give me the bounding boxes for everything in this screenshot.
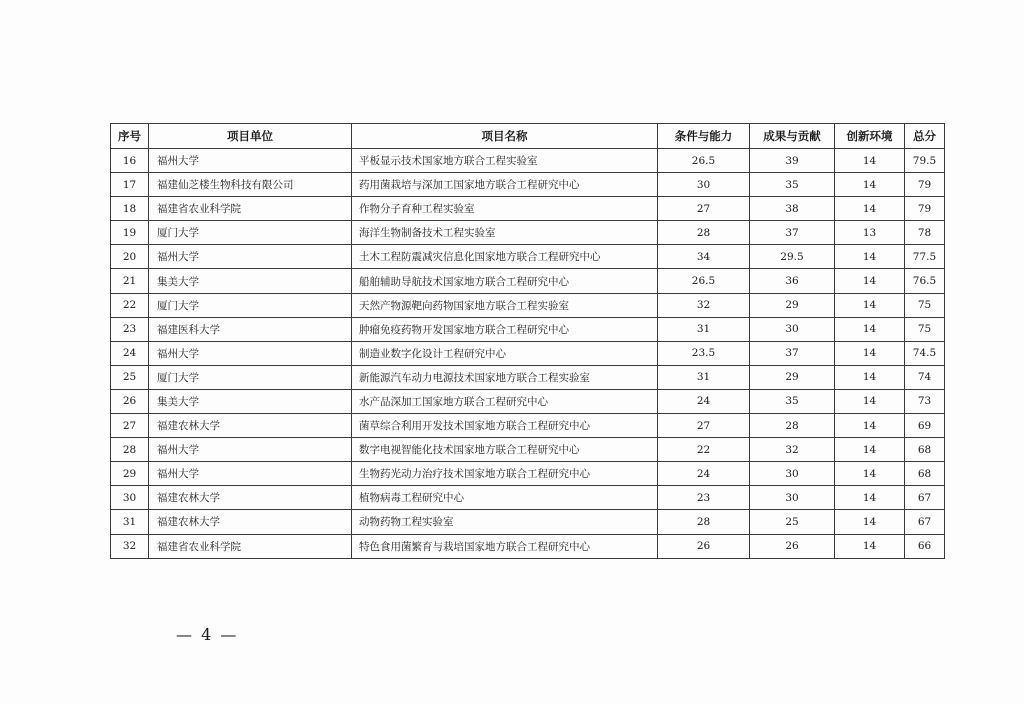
- header-project-name: 项目名称: [352, 124, 658, 149]
- cell-conditions: 24: [658, 462, 750, 486]
- cell-achievements: 29: [750, 365, 835, 389]
- cell-project-name: 数字电视智能化技术国家地方联合工程研究中心: [352, 438, 658, 462]
- table-body: [111, 149, 945, 559]
- cell-environment: 14: [835, 510, 905, 534]
- table-row: [111, 438, 945, 462]
- cell-conditions: 26: [658, 534, 750, 558]
- cell-conditions: 26.5: [658, 269, 750, 293]
- header-environment: 创新环境: [835, 124, 905, 149]
- header-unit: 项目单位: [149, 124, 352, 149]
- cell-conditions: 27: [658, 414, 750, 438]
- cell-environment: 14: [835, 438, 905, 462]
- cell-environment: 14: [835, 245, 905, 269]
- cell-project-name: 药用菌栽培与深加工国家地方联合工程研究中心: [352, 173, 658, 197]
- cell-project-name: 动物药物工程实验室: [352, 510, 658, 534]
- cell-project-name: 植物病毒工程研究中心: [352, 486, 658, 510]
- cell-no: 30: [111, 486, 149, 510]
- cell-conditions: 24: [658, 389, 750, 413]
- cell-conditions: 28: [658, 221, 750, 245]
- cell-no: 32: [111, 534, 149, 558]
- cell-achievements: 30: [750, 462, 835, 486]
- table-row: [111, 197, 945, 221]
- cell-unit: 福建省农业科学院: [149, 534, 352, 558]
- cell-unit: 福州大学: [149, 462, 352, 486]
- cell-conditions: 23.5: [658, 341, 750, 365]
- cell-total: 69: [905, 414, 945, 438]
- cell-environment: 14: [835, 173, 905, 197]
- cell-environment: 14: [835, 197, 905, 221]
- cell-conditions: 31: [658, 317, 750, 341]
- cell-no: 21: [111, 269, 149, 293]
- cell-unit: 福建医科大学: [149, 317, 352, 341]
- cell-environment: 14: [835, 365, 905, 389]
- cell-total: 74: [905, 365, 945, 389]
- cell-environment: 14: [835, 149, 905, 173]
- header-conditions: 条件与能力: [658, 124, 750, 149]
- cell-achievements: 28: [750, 414, 835, 438]
- table-row: [111, 221, 945, 245]
- cell-achievements: 37: [750, 341, 835, 365]
- cell-unit: 集美大学: [149, 269, 352, 293]
- cell-unit: 福建农林大学: [149, 510, 352, 534]
- cell-unit: 厦门大学: [149, 221, 352, 245]
- cell-unit: 福州大学: [149, 438, 352, 462]
- cell-total: 68: [905, 438, 945, 462]
- cell-conditions: 28: [658, 510, 750, 534]
- cell-total: 74.5: [905, 341, 945, 365]
- cell-project-name: 土木工程防震减灾信息化国家地方联合工程研究中心: [352, 245, 658, 269]
- cell-achievements: 29: [750, 293, 835, 317]
- cell-unit: 福州大学: [149, 149, 352, 173]
- header-achievements: 成果与贡献: [750, 124, 835, 149]
- cell-project-name: 船舶辅助导航技术国家地方联合工程研究中心: [352, 269, 658, 293]
- cell-unit: 福建省农业科学院: [149, 197, 352, 221]
- cell-project-name: 水产品深加工国家地方联合工程研究中心: [352, 389, 658, 413]
- cell-project-name: 作物分子育种工程实验室: [352, 197, 658, 221]
- cell-achievements: 29.5: [750, 245, 835, 269]
- table-row: [111, 534, 945, 558]
- cell-total: 76.5: [905, 269, 945, 293]
- cell-no: 24: [111, 341, 149, 365]
- cell-no: 26: [111, 389, 149, 413]
- cell-environment: 14: [835, 486, 905, 510]
- cell-unit: 厦门大学: [149, 365, 352, 389]
- header-row: [111, 124, 945, 149]
- cell-no: 31: [111, 510, 149, 534]
- cell-achievements: 35: [750, 389, 835, 413]
- cell-total: 79: [905, 197, 945, 221]
- cell-total: 75: [905, 317, 945, 341]
- cell-environment: 14: [835, 389, 905, 413]
- cell-no: 16: [111, 149, 149, 173]
- cell-unit: 福建农林大学: [149, 414, 352, 438]
- cell-no: 29: [111, 462, 149, 486]
- cell-unit: 厦门大学: [149, 293, 352, 317]
- cell-conditions: 26.5: [658, 149, 750, 173]
- cell-conditions: 22: [658, 438, 750, 462]
- cell-total: 78: [905, 221, 945, 245]
- table-row: [111, 510, 945, 534]
- cell-no: 18: [111, 197, 149, 221]
- cell-project-name: 菌草综合利用开发技术国家地方联合工程研究中心: [352, 414, 658, 438]
- cell-conditions: 27: [658, 197, 750, 221]
- cell-total: 79: [905, 173, 945, 197]
- cell-conditions: 31: [658, 365, 750, 389]
- cell-total: 68: [905, 462, 945, 486]
- cell-project-name: 海洋生物制备技术工程实验室: [352, 221, 658, 245]
- cell-achievements: 36: [750, 269, 835, 293]
- table-row: [111, 414, 945, 438]
- table-row: [111, 173, 945, 197]
- cell-total: 79.5: [905, 149, 945, 173]
- header-total: 总分: [905, 124, 945, 149]
- score-table: [110, 123, 945, 559]
- cell-total: 67: [905, 510, 945, 534]
- table-row: [111, 486, 945, 510]
- cell-conditions: 30: [658, 173, 750, 197]
- cell-achievements: 39: [750, 149, 835, 173]
- cell-total: 67: [905, 486, 945, 510]
- cell-no: 25: [111, 365, 149, 389]
- cell-environment: 14: [835, 269, 905, 293]
- table-row: [111, 462, 945, 486]
- cell-achievements: 26: [750, 534, 835, 558]
- table-row: [111, 389, 945, 413]
- cell-total: 75: [905, 293, 945, 317]
- table-row: [111, 269, 945, 293]
- cell-unit: 福建农林大学: [149, 486, 352, 510]
- cell-project-name: 制造业数字化设计工程研究中心: [352, 341, 658, 365]
- table-row: [111, 245, 945, 269]
- cell-no: 22: [111, 293, 149, 317]
- cell-achievements: 32: [750, 438, 835, 462]
- cell-no: 23: [111, 317, 149, 341]
- cell-conditions: 34: [658, 245, 750, 269]
- cell-environment: 14: [835, 317, 905, 341]
- cell-no: 17: [111, 173, 149, 197]
- table-row: [111, 317, 945, 341]
- cell-achievements: 38: [750, 197, 835, 221]
- cell-achievements: 35: [750, 173, 835, 197]
- cell-environment: 14: [835, 462, 905, 486]
- cell-unit: 福州大学: [149, 245, 352, 269]
- cell-achievements: 30: [750, 317, 835, 341]
- cell-project-name: 生物药光动力治疗技术国家地方联合工程研究中心: [352, 462, 658, 486]
- cell-achievements: 37: [750, 221, 835, 245]
- page-number: — 4 —: [176, 625, 239, 644]
- cell-unit: 福州大学: [149, 341, 352, 365]
- cell-total: 66: [905, 534, 945, 558]
- cell-total: 77.5: [905, 245, 945, 269]
- cell-unit: 福建仙芝楼生物科技有限公司: [149, 173, 352, 197]
- cell-environment: 14: [835, 341, 905, 365]
- cell-project-name: 平板显示技术国家地方联合工程实验室: [352, 149, 658, 173]
- table-row: [111, 149, 945, 173]
- cell-conditions: 23: [658, 486, 750, 510]
- table-row: [111, 293, 945, 317]
- cell-environment: 14: [835, 534, 905, 558]
- cell-achievements: 30: [750, 486, 835, 510]
- cell-environment: 14: [835, 293, 905, 317]
- cell-no: 19: [111, 221, 149, 245]
- header-no: 序号: [111, 124, 149, 149]
- cell-unit: 集美大学: [149, 389, 352, 413]
- table-row: [111, 341, 945, 365]
- cell-achievements: 25: [750, 510, 835, 534]
- cell-environment: 13: [835, 221, 905, 245]
- cell-project-name: 新能源汽车动力电源技术国家地方联合工程实验室: [352, 365, 658, 389]
- cell-environment: 14: [835, 414, 905, 438]
- cell-no: 27: [111, 414, 149, 438]
- cell-no: 28: [111, 438, 149, 462]
- cell-project-name: 天然产物源靶向药物国家地方联合工程实验室: [352, 293, 658, 317]
- cell-project-name: 肿瘤免疫药物开发国家地方联合工程研究中心: [352, 317, 658, 341]
- cell-total: 73: [905, 389, 945, 413]
- cell-no: 20: [111, 245, 149, 269]
- cell-project-name: 特色食用菌繁育与栽培国家地方联合工程研究中心: [352, 534, 658, 558]
- cell-conditions: 32: [658, 293, 750, 317]
- table-row: [111, 365, 945, 389]
